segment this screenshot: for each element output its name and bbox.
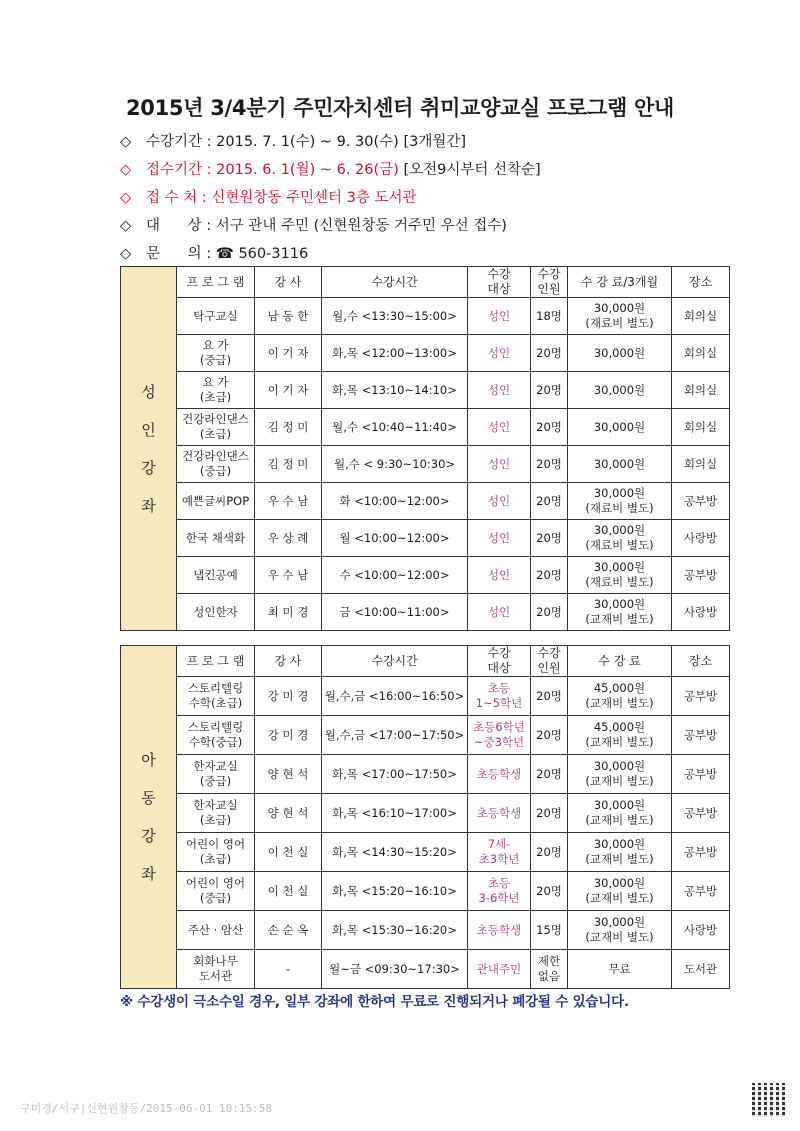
cell-target: 성인 xyxy=(468,335,531,372)
cell-program: 한자교실 (중급) xyxy=(177,755,255,794)
cell-fee: 30,000원 (교재비 별도) xyxy=(568,911,672,950)
footer-stamp: 구미경/서구|신현원창동/2015-06-01 10:15:58 xyxy=(20,1102,272,1115)
cell-place: 공부방 xyxy=(672,755,730,794)
cell-program: 건강라인댄스 (초급) xyxy=(177,409,255,446)
cell-place: 공부방 xyxy=(672,794,730,833)
cell-program: 한국 채색화 xyxy=(177,520,255,557)
cell-teacher: 김 정 미 xyxy=(255,409,322,446)
cell-time: 금 <10:00~11:00> xyxy=(322,594,468,631)
cell-place: 회의실 xyxy=(672,298,730,335)
cell-fee: 무료 xyxy=(568,950,672,989)
table-row xyxy=(121,794,730,833)
cell-target: 관내주민 xyxy=(468,950,531,989)
diamond-icon: ◇ xyxy=(120,162,132,178)
cell-place: 회의실 xyxy=(672,335,730,372)
info-value: ☎ 560-3116 xyxy=(215,246,309,262)
cell-count: 20명 xyxy=(531,872,568,911)
cell-fee: 30,000원 (재료비 별도) xyxy=(568,557,672,594)
cell-program: 냅킨공예 xyxy=(177,557,255,594)
info-label: 문 의 xyxy=(146,246,202,262)
table-row xyxy=(121,409,730,446)
cell-program: 주산 · 암산 xyxy=(177,911,255,950)
cell-program: 회화나무 도서관 xyxy=(177,950,255,989)
cell-target: 초등6학년 ~중3학년 xyxy=(468,716,531,755)
table-row xyxy=(121,520,730,557)
cell-count: 제한 없음 xyxy=(531,950,568,989)
section-label-char: 강 xyxy=(141,458,156,477)
cell-place: 도서관 xyxy=(672,950,730,989)
cell-target: 성인 xyxy=(468,446,531,483)
info-sep: : xyxy=(201,218,216,234)
cell-fee: 45,000원 (교재비 별도) xyxy=(568,677,672,716)
column-header: 수 강 료/3개월 xyxy=(568,267,672,298)
cell-fee: 30,000원 xyxy=(568,409,672,446)
cell-teacher: 이 천 실 xyxy=(255,833,322,872)
cell-fee: 30,000원 (재료비 별도) xyxy=(568,483,672,520)
column-header: 수강 인원 xyxy=(531,646,568,677)
section-label-char: 좌 xyxy=(141,496,156,515)
cell-place: 회의실 xyxy=(672,409,730,446)
info-application-period xyxy=(120,156,740,184)
cell-target: 성인 xyxy=(468,483,531,520)
info-value: 신현원창동 주민센터 3층 도서관 xyxy=(211,190,417,206)
table-header-row xyxy=(121,267,730,298)
section-label-char: 인 xyxy=(141,420,156,439)
cell-time: 화,목 <17:00~17:50> xyxy=(322,755,468,794)
cell-target: 성인 xyxy=(468,298,531,335)
diamond-icon: ◇ xyxy=(120,218,132,234)
column-header: 장소 xyxy=(672,267,730,298)
cell-target: 7세- 초3학년 xyxy=(468,833,531,872)
cell-target: 초등학생 xyxy=(468,794,531,833)
cell-time: 월 <10:00~12:00> xyxy=(322,520,468,557)
qr-code-icon xyxy=(752,1083,786,1117)
cell-count: 20명 xyxy=(531,483,568,520)
column-header: 수강 대상 xyxy=(468,267,531,298)
cell-program: 스토리텔링 수학(중급) xyxy=(177,716,255,755)
column-header: 수강 대상 xyxy=(468,646,531,677)
info-value: 서구 관내 주민 (신현원창동 거주민 우선 접수) xyxy=(215,218,507,234)
cell-program: 스토리텔링 수학(초급) xyxy=(177,677,255,716)
notice-text: ※ 수강생이 극소수일 경우, 일부 강좌에 한하여 무료로 진행되거나 폐강될 수 있습니다. xyxy=(120,994,629,1010)
cell-place: 회의실 xyxy=(672,446,730,483)
cell-teacher: 이 기 자 xyxy=(255,335,322,372)
cell-target: 성인 xyxy=(468,594,531,631)
page-title: 2015년 3/4분기 주민자치센터 취미교양교실 프로그램 안내 xyxy=(125,96,674,120)
info-label: 대 상 xyxy=(146,218,202,234)
info-sep: : xyxy=(202,134,217,150)
column-header: 프 로 그 램 xyxy=(177,267,255,298)
cell-time: 화,목 <14:30~15:20> xyxy=(322,833,468,872)
cell-place: 공부방 xyxy=(672,557,730,594)
cell-target: 초등 3-6학년 xyxy=(468,872,531,911)
cell-target: 성인 xyxy=(468,557,531,594)
info-period xyxy=(120,128,740,156)
column-header: 수강시간 xyxy=(322,267,468,298)
cell-fee: 45,000원 (교재비 별도) xyxy=(568,716,672,755)
cell-count: 20명 xyxy=(531,794,568,833)
cell-count: 20명 xyxy=(531,833,568,872)
info-value-rest: [오전9시부터 선착순] xyxy=(398,162,541,178)
cell-fee: 30,000원 xyxy=(568,446,672,483)
info-sep: : xyxy=(201,246,216,262)
cell-time: 월,수 < 9:30~10:30> xyxy=(322,446,468,483)
cell-count: 20명 xyxy=(531,557,568,594)
info-label: 수강기간 xyxy=(146,134,203,150)
cell-count: 20명 xyxy=(531,446,568,483)
cell-fee: 30,000원 (재료비 별도) xyxy=(568,298,672,335)
diamond-icon: ◇ xyxy=(120,190,132,206)
section-label-char: 성 xyxy=(141,382,156,401)
cell-target: 성인 xyxy=(468,372,531,409)
table-row xyxy=(121,950,730,989)
cell-fee: 30,000원 xyxy=(568,372,672,409)
cell-fee: 30,000원 (교재비 별도) xyxy=(568,755,672,794)
cell-teacher: 이 천 실 xyxy=(255,872,322,911)
cell-fee: 30,000원 (재료비 별도) xyxy=(568,520,672,557)
info-sep: : xyxy=(197,190,212,206)
cell-program: 요 가 (중급) xyxy=(177,335,255,372)
cell-target: 초등 1~5학년 xyxy=(468,677,531,716)
cell-target: 초등학생 xyxy=(468,911,531,950)
cell-target: 성인 xyxy=(468,520,531,557)
table-header-row xyxy=(121,646,730,677)
column-header: 장소 xyxy=(672,646,730,677)
cell-program: 성인한자 xyxy=(177,594,255,631)
info-application-place xyxy=(120,184,740,212)
cell-count: 20명 xyxy=(531,335,568,372)
cell-place: 공부방 xyxy=(672,677,730,716)
table-row xyxy=(121,911,730,950)
cell-fee: 30,000원 (교재비 별도) xyxy=(568,594,672,631)
cell-fee: 30,000원 (교재비 별도) xyxy=(568,833,672,872)
cell-target: 초등학생 xyxy=(468,755,531,794)
section-label-char: 좌 xyxy=(141,865,156,883)
cell-program: 어린이 영어 (초급) xyxy=(177,833,255,872)
cell-place: 사랑방 xyxy=(672,520,730,557)
cell-teacher: 남 동 한 xyxy=(255,298,322,335)
cell-teacher: 우 수 남 xyxy=(255,557,322,594)
table-row xyxy=(121,446,730,483)
cell-teacher: 우 수 남 xyxy=(255,483,322,520)
cell-program: 한자교실 (초급) xyxy=(177,794,255,833)
cell-teacher: - xyxy=(255,950,322,989)
section-label xyxy=(121,646,177,989)
column-header: 수강 인원 xyxy=(531,267,568,298)
table-row xyxy=(121,335,730,372)
child-program-table xyxy=(120,645,730,989)
cell-teacher: 강 미 경 xyxy=(255,716,322,755)
cell-fee: 30,000원 (교재비 별도) xyxy=(568,794,672,833)
cell-teacher: 양 현 석 xyxy=(255,755,322,794)
cell-program: 어린이 영어 (중급) xyxy=(177,872,255,911)
cell-place: 사랑방 xyxy=(672,594,730,631)
section-label-char: 강 xyxy=(141,827,156,845)
cell-fee: 30,000원 (교재비 별도) xyxy=(568,872,672,911)
cell-time: 화 <10:00~12:00> xyxy=(322,483,468,520)
cell-teacher: 최 미 경 xyxy=(255,594,322,631)
cell-time: 화,목 <13:10~14:10> xyxy=(322,372,468,409)
column-header: 수 강 료 xyxy=(568,646,672,677)
cell-time: 화,목 <15:20~16:10> xyxy=(322,872,468,911)
cell-count: 20명 xyxy=(531,594,568,631)
cell-time: 수 <10:00~12:00> xyxy=(322,557,468,594)
cell-count: 20명 xyxy=(531,677,568,716)
column-header: 강 사 xyxy=(255,267,322,298)
info-value: 2015. 6. 1(월) ~ 6. 26(금) xyxy=(216,162,399,178)
cell-time: 화,목 <12:00~13:00> xyxy=(322,335,468,372)
info-value: 2015. 7. 1(수) ~ 9. 30(수) [3개월간] xyxy=(216,134,467,150)
cell-time: 월,수,금 <16:00~16:50> xyxy=(322,677,468,716)
table-row xyxy=(121,594,730,631)
cell-place: 공부방 xyxy=(672,716,730,755)
table-row xyxy=(121,872,730,911)
cell-place: 회의실 xyxy=(672,372,730,409)
section-label-char: 동 xyxy=(141,789,156,807)
section-label-char: 아 xyxy=(141,751,156,769)
cell-program: 탁구교실 xyxy=(177,298,255,335)
cell-teacher: 양 현 석 xyxy=(255,794,322,833)
cell-time: 월~금 <09:30~17:30> xyxy=(322,950,468,989)
column-header: 프 로 그 램 xyxy=(177,646,255,677)
table-row xyxy=(121,833,730,872)
cell-teacher: 우 상 례 xyxy=(255,520,322,557)
info-sep: : xyxy=(202,162,217,178)
cell-count: 20명 xyxy=(531,755,568,794)
cell-time: 화,목 <16:10~17:00> xyxy=(322,794,468,833)
cell-place: 사랑방 xyxy=(672,911,730,950)
cell-time: 화,목 <15:30~16:20> xyxy=(322,911,468,950)
cell-time: 월,수 <10:40~11:40> xyxy=(322,409,468,446)
table-row xyxy=(121,483,730,520)
info-list xyxy=(120,128,740,268)
cell-place: 공부방 xyxy=(672,872,730,911)
cell-place: 공부방 xyxy=(672,483,730,520)
table-row xyxy=(121,557,730,594)
table-row xyxy=(121,716,730,755)
diamond-icon: ◇ xyxy=(120,134,132,150)
diamond-icon: ◇ xyxy=(120,246,132,262)
table-row xyxy=(121,298,730,335)
cell-count: 15명 xyxy=(531,911,568,950)
cell-teacher: 이 기 자 xyxy=(255,372,322,409)
cell-program: 요 가 (초급) xyxy=(177,372,255,409)
cell-teacher: 강 미 경 xyxy=(255,677,322,716)
info-label: 접수기간 xyxy=(146,162,203,178)
cell-count: 20명 xyxy=(531,716,568,755)
column-header: 수강시간 xyxy=(322,646,468,677)
cell-count: 20명 xyxy=(531,372,568,409)
cell-fee: 30,000원 xyxy=(568,335,672,372)
cell-count: 20명 xyxy=(531,520,568,557)
table-row xyxy=(121,677,730,716)
cell-count: 20명 xyxy=(531,409,568,446)
cell-teacher: 김 정 미 xyxy=(255,446,322,483)
cell-place: 공부방 xyxy=(672,833,730,872)
info-label: 접 수 처 xyxy=(146,190,198,206)
cell-time: 월,수 <13:30~15:00> xyxy=(322,298,468,335)
section-label xyxy=(121,267,177,631)
table-row xyxy=(121,372,730,409)
info-target xyxy=(120,212,740,240)
cell-count: 18명 xyxy=(531,298,568,335)
column-header: 강 사 xyxy=(255,646,322,677)
table-row xyxy=(121,755,730,794)
info-contact xyxy=(120,240,740,268)
cell-program: 예쁜글씨POP xyxy=(177,483,255,520)
adult-program-table xyxy=(120,266,730,631)
cell-target: 성인 xyxy=(468,409,531,446)
cell-program: 건강라인댄스 (중급) xyxy=(177,446,255,483)
cell-time: 월,수,금 <17:00~17:50> xyxy=(322,716,468,755)
cell-teacher: 손 순 옥 xyxy=(255,911,322,950)
